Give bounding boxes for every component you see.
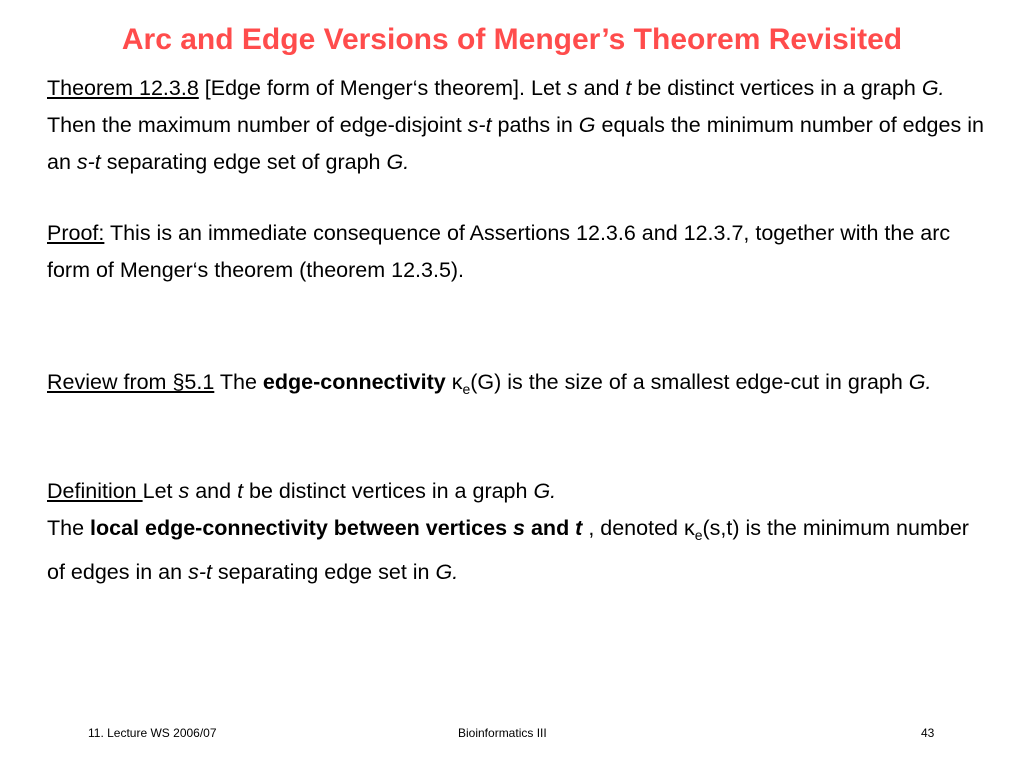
definition-text: separating edge set in: [211, 560, 436, 584]
review-text: (G) is the size of a smallest edge-cut in graph: [470, 370, 909, 394]
review-text: The: [214, 370, 263, 394]
var-s: s: [566, 76, 578, 100]
footer-course: Bioinformatics III: [458, 726, 547, 740]
definition-line-2: [47, 510, 992, 591]
review-paragraph: [47, 364, 992, 408]
definition-text: and: [189, 479, 238, 503]
var-t: t: [575, 516, 583, 540]
var-st: s-t: [76, 150, 101, 174]
theorem-paragraph: [47, 70, 992, 181]
var-g: G.: [435, 560, 459, 584]
theorem-text: separating edge set of graph: [100, 150, 387, 174]
definition-line-1: [47, 473, 992, 510]
var-st: s-t: [467, 113, 492, 137]
var-t: t: [625, 76, 632, 100]
theorem-label: Theorem 12.3.8: [47, 76, 199, 100]
proof-text: This is an immediate consequence of Assertions 12.3.6 and 12.3.7, together with the arc form of Menger‘s theorem (theorem 12.3.5).: [47, 221, 957, 282]
kappa-subscript: e: [462, 381, 471, 397]
kappa-symbol: κ: [683, 516, 695, 540]
footer-lecture: 11. Lecture WS 2006/07: [88, 726, 217, 740]
footer-page-number: 43: [921, 726, 935, 740]
theorem-text: paths in: [491, 113, 579, 137]
var-s: s: [178, 479, 190, 503]
proof-label: Proof:: [47, 221, 105, 245]
definition-text: The: [47, 516, 91, 540]
theorem-text: [Edge form of Menger‘s theorem]. Let: [198, 76, 567, 100]
definition-text: be distinct vertices in a graph: [243, 479, 534, 503]
kappa-symbol: κ: [451, 370, 463, 394]
local-edge-connectivity-term: and: [525, 516, 576, 540]
review-label: Review from §5.1: [47, 370, 215, 394]
theorem-text: and: [577, 76, 626, 100]
definition-label: Definition: [47, 479, 143, 503]
definition-text: (s,t) is the minimum number of edges in an: [47, 516, 975, 584]
var-g: G: [578, 113, 596, 137]
var-t: t: [237, 479, 244, 503]
theorem-text: Then the maximum number of edge-disjoint: [47, 76, 951, 137]
kappa-subscript: e: [694, 527, 703, 543]
local-edge-connectivity-term: local edge-connectivity between vertices: [90, 516, 514, 540]
proof-paragraph: [47, 215, 992, 289]
var-g: G.: [386, 150, 410, 174]
theorem-text: equals the minimum number of edges in an: [47, 113, 990, 174]
slide-title: Arc and Edge Versions of Menger’s Theorem Revisited: [121, 23, 903, 56]
var-st: s-t: [188, 560, 212, 584]
definition-text: Let: [142, 479, 179, 503]
definition-paragraph: [47, 473, 992, 591]
var-s: s: [513, 516, 525, 540]
edge-connectivity-term: edge-connectivity: [262, 370, 446, 394]
theorem-text: be distinct vertices in a graph: [631, 76, 922, 100]
var-g: G.: [533, 479, 557, 503]
var-g: G.: [908, 370, 932, 394]
var-g: G.: [921, 76, 945, 100]
definition-text: , denoted: [582, 516, 684, 540]
